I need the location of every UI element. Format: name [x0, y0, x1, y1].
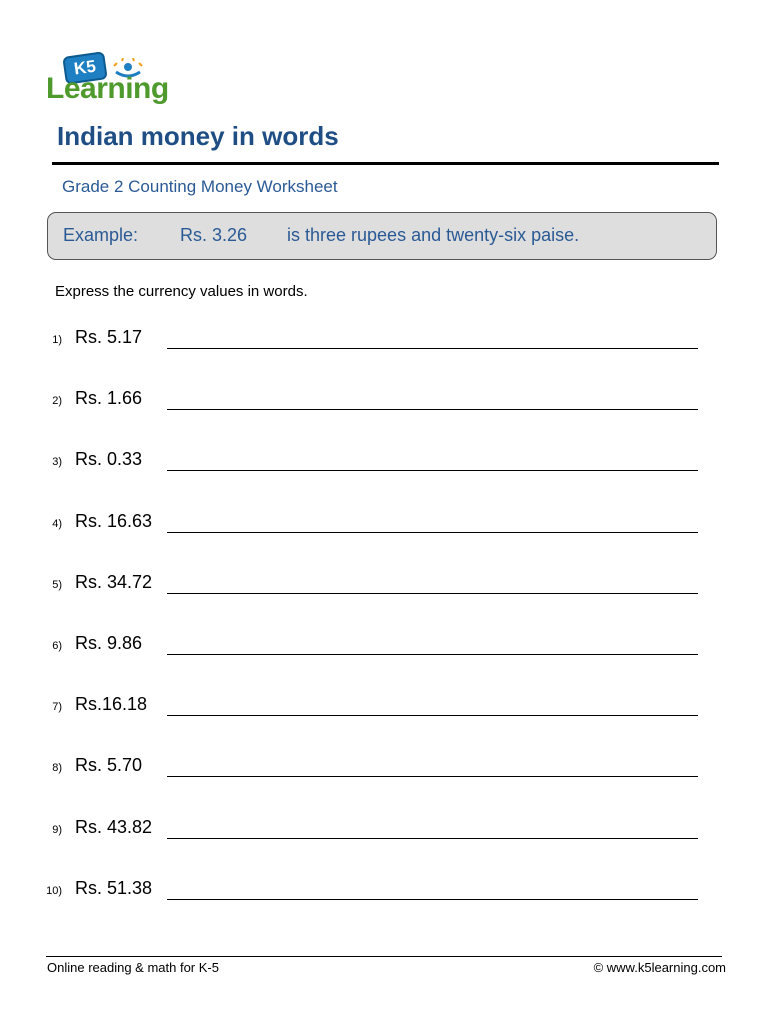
question-row — [0, 624, 768, 654]
page-subtitle: Grade 2 Counting Money Worksheet — [62, 177, 338, 196]
question-amount: Rs. 9.86 — [75, 633, 143, 653]
question-number: 3) — [52, 456, 62, 469]
question-row — [0, 502, 768, 532]
answer-line[interactable] — [167, 532, 698, 533]
question-amount: Rs. 0.33 — [75, 449, 143, 470]
example-box — [47, 212, 717, 260]
question-row — [0, 563, 768, 593]
example-text: is three rupees and twenty-six paise. — [287, 225, 580, 245]
question-number: 2) — [52, 395, 62, 408]
question-number: 6) — [52, 640, 62, 652]
title-divider — [52, 162, 719, 165]
question-number: 4) — [52, 517, 62, 530]
answer-line[interactable] — [167, 654, 698, 655]
answer-line[interactable] — [167, 470, 698, 471]
question-row — [0, 685, 768, 715]
footer-copyright: © www.k5learning.com — [593, 960, 726, 975]
answer-line[interactable] — [167, 838, 698, 839]
answer-line[interactable] — [167, 899, 698, 900]
example-label: Example: — [63, 225, 139, 245]
question-amount: Rs.16.18 — [75, 694, 148, 715]
question-amount: Rs. 34.72 — [75, 571, 153, 592]
example-amount: Rs. 3.26 — [180, 225, 248, 245]
answer-line[interactable] — [167, 715, 698, 716]
question-amount: Rs. 43.82 — [75, 816, 153, 837]
page-title: Indian money in words — [57, 121, 339, 151]
logo-wordmark: Learning — [46, 72, 169, 105]
question-number: 10) — [46, 884, 62, 897]
k5-learning-logo — [46, 50, 196, 112]
answer-line[interactable] — [167, 348, 698, 349]
answer-line[interactable] — [167, 593, 698, 594]
question-amount: Rs. 1.66 — [75, 388, 143, 409]
answer-line[interactable] — [167, 776, 698, 777]
question-number: 5) — [52, 578, 62, 591]
question-row — [0, 440, 768, 470]
instructions: Express the currency values in words. — [55, 283, 308, 300]
question-row — [0, 808, 768, 838]
question-amount: Rs. 5.17 — [75, 327, 143, 347]
question-amount: Rs. 16.63 — [75, 510, 153, 531]
question-row — [0, 318, 768, 348]
question-number: 9) — [52, 823, 62, 836]
question-row — [0, 746, 768, 776]
question-row — [0, 379, 768, 409]
question-number: 8) — [52, 762, 62, 775]
question-number: 1) — [52, 334, 62, 346]
answer-line[interactable] — [167, 409, 698, 410]
question-amount: Rs. 5.70 — [75, 755, 143, 776]
footer-tagline: Online reading & math for K-5 — [47, 960, 219, 975]
question-row — [0, 869, 768, 899]
question-amount: Rs. 51.38 — [75, 877, 153, 898]
question-number: 7) — [52, 701, 62, 714]
footer-divider — [46, 956, 722, 957]
logo-badge: K5 — [62, 51, 107, 85]
